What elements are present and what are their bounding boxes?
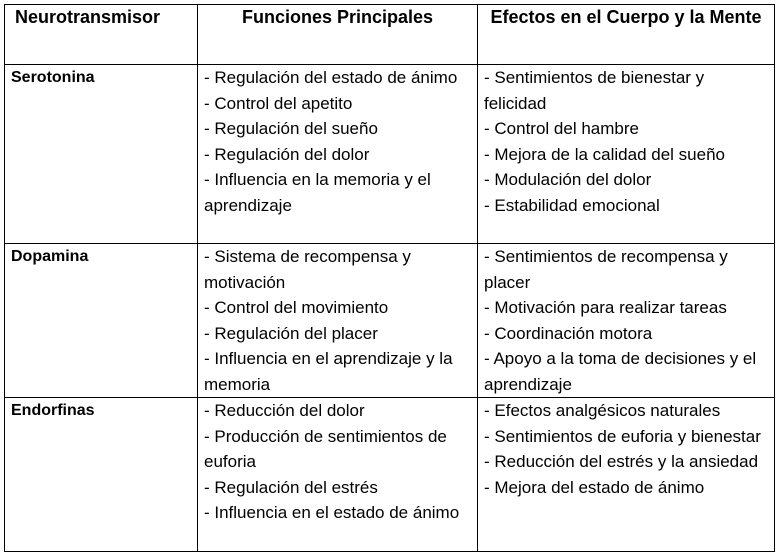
function-item: - Reducción del dolor	[204, 401, 365, 420]
effect-item: - Efectos analgésicos naturales	[484, 401, 721, 420]
effect-item: - Coordinación motora	[484, 323, 653, 343]
header-functions: Funciones Principales	[198, 5, 478, 65]
effect-item: - Sentimientos de recompensa y placer	[484, 247, 728, 292]
effect-item: - Reducción del estrés y la ansiedad	[484, 452, 759, 471]
functions-cell	[198, 244, 478, 398]
functions-cell	[198, 398, 478, 552]
header-effects: Efectos en el Cuerpo y la Mente	[478, 5, 775, 65]
function-item: - Regulación del dolor	[204, 144, 370, 164]
function-item: - Control del apetito	[204, 93, 353, 113]
function-item: - Regulación del sueño	[204, 119, 378, 138]
effect-item: - Estabilidad emocional	[484, 195, 660, 215]
neurotransmitter-name: Dopamina	[5, 244, 198, 398]
effects-cell	[478, 65, 775, 244]
effect-item: - Motivación para realizar tareas	[484, 298, 727, 317]
effect-item: - Mejora del estado de ánimo	[484, 477, 705, 497]
function-item: - Control del movimiento	[204, 298, 389, 317]
neurotransmitter-name: Serotonina	[5, 65, 198, 244]
table-row-dopamina	[5, 244, 775, 398]
effect-item: - Control del hambre	[484, 119, 639, 138]
effect-item: - Modulación del dolor	[484, 170, 652, 189]
function-item: - Influencia en el estado de ánimo	[204, 503, 460, 522]
neurotransmitter-name: Endorfinas	[5, 398, 198, 552]
table-row-endorfinas	[5, 398, 775, 552]
function-item: - Regulación del estado de ánimo	[204, 68, 458, 87]
function-item: - Influencia en el aprendizaje y la memoria	[204, 349, 453, 394]
effects-cell	[478, 398, 775, 552]
header-row	[5, 5, 775, 65]
effect-item: - Sentimientos de euforia y bienestar	[484, 426, 761, 446]
function-item: - Regulación del placer	[204, 323, 378, 343]
table-row-serotonina	[5, 65, 775, 244]
function-item: - Sistema de recompensa y motivación	[204, 247, 411, 292]
function-item: - Producción de sentimientos de euforia	[204, 426, 447, 471]
effect-item: - Sentimientos de bienestar y felicidad	[484, 68, 705, 113]
effects-cell	[478, 244, 775, 398]
header-neurotransmitter: Neurotransmisor	[5, 5, 198, 65]
effect-item: - Mejora de la calidad del sueño	[484, 144, 725, 164]
neurotransmitter-table	[4, 4, 775, 552]
function-item: - Regulación del estrés	[204, 477, 378, 497]
function-item: - Influencia en la memoria y el aprendizaje	[204, 170, 431, 215]
effect-item: - Apoyo a la toma de decisiones y el aprendizaje	[484, 349, 757, 394]
functions-cell	[198, 65, 478, 244]
